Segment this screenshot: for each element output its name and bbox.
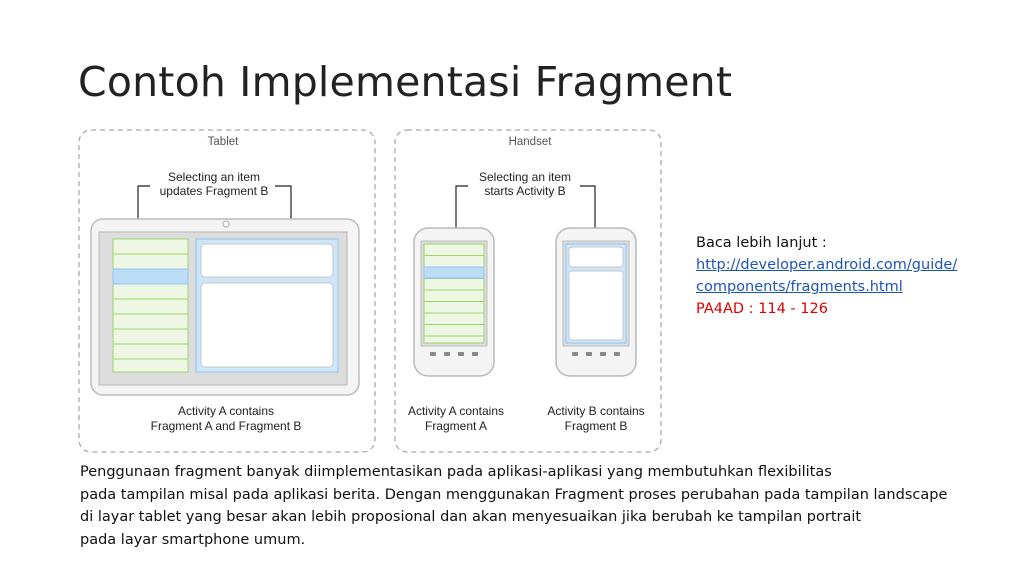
phone-a-selected-item bbox=[424, 267, 484, 278]
handset-panel-title: Handset bbox=[508, 136, 552, 148]
phone-a-fragment-a bbox=[424, 244, 484, 343]
handset-callout-line-1: Selecting an item bbox=[478, 170, 572, 184]
tablet-fragment-a-selected-item bbox=[113, 269, 188, 284]
handset-callout-line-2: starts Activity B bbox=[484, 184, 566, 198]
description-line: pada layar smartphone umum. bbox=[80, 531, 306, 548]
book-reference: PA4AD : 114 - 126 bbox=[696, 301, 828, 317]
reference-link-line-1[interactable]: http://developer.android.com/guide/ bbox=[696, 257, 958, 273]
tablet-caption-line-1: Activity A contains bbox=[177, 404, 275, 418]
reference-link-line-2[interactable]: components/fragments.html bbox=[696, 279, 903, 295]
handset-panel bbox=[395, 130, 661, 452]
tablet-callout-line-1: Selecting an item bbox=[167, 170, 261, 184]
tablet-panel-title: Tablet bbox=[207, 136, 239, 148]
tablet-camera bbox=[223, 221, 229, 227]
tablet-fragment-a bbox=[113, 239, 188, 372]
description-line: Penggunaan fragment banyak diimplementasikan pada aplikasi-aplikasi yang membutuhkan flexibilitas bbox=[80, 464, 832, 480]
slide-title: Contoh Implementasi Fragment bbox=[78, 58, 733, 106]
tablet-panel bbox=[79, 130, 375, 452]
description-paragraph bbox=[80, 461, 947, 551]
handset-caption-b-line-2: Fragment B bbox=[564, 419, 628, 433]
handset-caption-a-line-1: Activity A contains bbox=[407, 404, 505, 418]
tablet-caption-line-2: Fragment A and Fragment B bbox=[150, 419, 302, 433]
tablet-fragment-b-header bbox=[201, 244, 333, 277]
handset-caption-a-line-2: Fragment A bbox=[424, 419, 488, 433]
handset-caption-b-line-1: Activity B contains bbox=[547, 404, 645, 418]
handset-callout-right-arrow bbox=[580, 186, 595, 234]
description-line: di layar tablet yang besar akan lebih proposional dan akan menyesuaikan jika berubah ke tampilan portrait bbox=[80, 509, 862, 525]
further-reading bbox=[696, 232, 957, 320]
tablet-callout-line-2: updates Fragment B bbox=[159, 184, 269, 198]
tablet-fragment-b-content bbox=[201, 283, 333, 367]
phone-b-fragment-b-content bbox=[569, 271, 623, 340]
description-line: pada tampilan misal pada aplikasi berita. Dengan menggunakan Fragment proses perubahan pada tampilan landscape bbox=[80, 486, 948, 503]
phone-b-fragment-b-header bbox=[569, 247, 623, 267]
further-reading-label: Baca lebih lanjut : bbox=[696, 235, 827, 251]
